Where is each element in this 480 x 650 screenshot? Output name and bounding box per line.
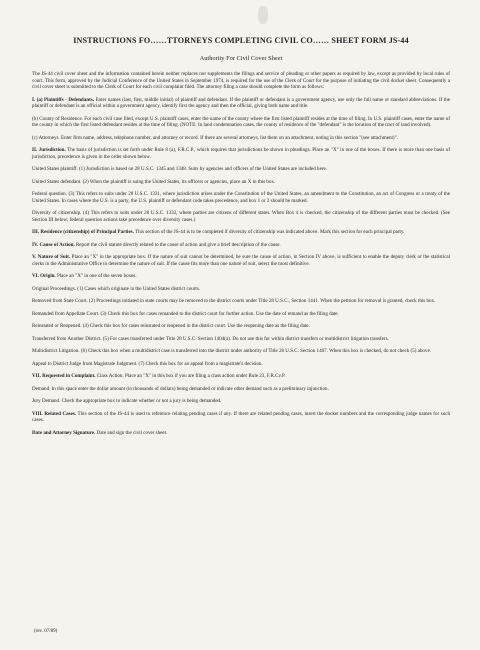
section-text: Enter names (last, first, middle initial) of plaintiff and defendant. If the plaintiff or defendant is a government agency, use only the full name or standard abbreviations. If the plaintiff or defendant is an official within a government agency, identify first the agency and then the official, giving both name and title. (32, 96, 451, 109)
section-text: Diversity of citizenship. (4) This refers to suits under 28 U.S.C. 1332, where parties are citizens of different states. When Box 4 is checked, the citizenship of the different parties must be checked. (See Section III below; federal question actions take precedence over diversity cases.) (32, 210, 450, 223)
section-text: Class Action. Place an "X" in this box if you are filing a class action under Rule 23, F.R.Cv.P. (95, 373, 286, 379)
section-text: Report the civil statute directly related to the cause of action and give a brief description of the cause. (74, 241, 281, 248)
instruction-paragraph (32, 430, 450, 437)
instruction-paragraph (32, 411, 450, 424)
document-subtitle: Authority For Civil Cover Sheet (199, 55, 283, 62)
intro-paragraph: The JS-44 civil cover sheet and the information contained herein neither replaces nor supplements the filings and service of pleading or other papers as required by law, except as provided by local rules of court. This form, approved by the Judicial Conference of the United States in September 1974, is required for the use of the Clerk of Court for the purpose of initiating the civil docket sheet. Consequently a civil cover sheet is submitted to the Clerk of Court for each civil complaint filed. The attorney filing a case should complete the form as follows: (32, 71, 450, 90)
instruction-paragraph (32, 273, 450, 280)
section-text: Remanded from Appellate Court. (3) Check this box for cases remanded to the district court for further action. Use the date of remand as the filing date. (32, 310, 339, 317)
instruction-sections (32, 97, 450, 437)
instruction-paragraph (32, 191, 450, 204)
instruction-paragraph (32, 135, 450, 142)
section-text: Original Proceedings. (1) Cases which originate in the United States district courts. (32, 285, 201, 292)
instruction-paragraph (32, 179, 450, 186)
section-heading: III. Residence (citizenship) of Principal Parties. (32, 229, 134, 235)
section-heading: VI. Origin. (32, 273, 56, 279)
section-text: (b) County of Residence. For each civil case filed, except U.S. plaintiff cases, enter the name of the county where the first listed plaintiff resides at the time of filing. In U.S. plaintiff cases, enter the name of the county in which the first listed defendant resides at the time of filing. (NOTE: In land condemnation cases, the county of residence of the "defendant" is the location of the tract of land involved). (32, 115, 450, 128)
instruction-paragraph (32, 166, 450, 173)
section-heading: II. Jurisdiction. (32, 147, 66, 153)
section-text: Removed from State Court. (2) Proceedings initiated in state courts may be removed to the district courts under Title 28 U.S.C., Section 1441. When the petition for removal is granted, check this box. (32, 298, 436, 304)
instruction-paragraph (32, 97, 450, 110)
section-heading: I. (a) Plaintiffs - Defendants. (32, 96, 94, 103)
section-text: Multidistrict Litigation. (6) Check this box when a multidistrict case is transferred into the district under authority of Title 28 U.S.C. Section 1407. When this box is checked, do not check (5) above. (32, 348, 431, 354)
section-text: Place an "X" in the appropriate box. If the nature of suit cannot be determined, be sure the cause of action, in Section IV above, is sufficient to enable the deputy clerk or the statistical clerks in the Administrative Office to determine the nature of suit. If the cause fits more than one nature of suit, select the most definitive. (32, 254, 450, 267)
instruction-paragraph (32, 229, 450, 236)
scan-smudge (258, 6, 268, 24)
instruction-paragraph (32, 298, 450, 305)
document-title: INSTRUCTIONS FO……TTORNEYS COMPLETING CIVIL CO…… SHEET FORM JS-44 (73, 36, 409, 45)
section-heading: Date and Attorney Signature. (32, 429, 96, 436)
instruction-paragraph (32, 348, 450, 355)
section-text: (c) Attorneys. Enter firm name, address, telephone number, and attorney or record. If there are several attorneys, list them on an attachment, noting in this section "(see attachment)". (32, 134, 398, 141)
instruction-paragraph (32, 361, 450, 368)
section-text: This section of the JS-44 is used to reference relating pending cases if any. If there are related pending cases, insert the docket numbers and the corresponding judge names for such cases. (32, 410, 450, 423)
section-heading: VII. Requested in Complaint. (32, 373, 96, 379)
instruction-paragraph (32, 386, 450, 393)
section-text: Transferred from Another District. (5) For cases transferred under Title 28 U.S.C. Section 1404(a). Do not use this for within district transfers or multidistrict litigation transfers. (32, 335, 389, 342)
instruction-paragraph (32, 147, 450, 160)
section-text: The basis of jurisdiction is set forth under Rule 8 (a), F.R.C.P., which requires that jurisdictions be shown in pleadings. Place an "X" in one of the boxes. If there is more than one basis of jurisdiction, precedence is given in the order shown below. (32, 147, 450, 160)
instruction-paragraph (32, 373, 450, 380)
instruction-paragraph (32, 210, 450, 223)
section-text: Appeal to District Judge from Magistrate Judgment. (7) Check this box for an appeal from a magistrate's decision. (32, 360, 263, 367)
instruction-paragraph (32, 336, 450, 343)
instruction-paragraph (32, 323, 450, 330)
section-text: Place an "X" in one of the seven boxes. (55, 273, 137, 279)
section-heading: VIII. Related Cases. (32, 410, 77, 417)
section-text: Jury Demand. Check the appropriate box to indicate whether or not a jury is being demanded. (32, 398, 222, 404)
instruction-paragraph (32, 398, 450, 405)
section-heading: IV. Cause of Action. (32, 241, 75, 248)
section-text: United States plaintiff. (1) Jurisdiction is based on 28 U.S.C. 1345 and 1348. Suits by agencies and officers of the United States are included here. (32, 166, 327, 172)
section-text: Reinstated or Reopened. (4) Check this box for cases reinstated or reopened in the district court. Use the reopening date as the filing date. (32, 323, 310, 329)
section-text: Federal question. (3) This refers to suits under 28 U.S.C. 1331, where jurisdiction arises under the Constitution of the United States, an amendment to the Constitution, an act of Congress or a treaty of the United States. In cases where the U.S. is a party, the U.S. plaintiff or defendant code takes precedence, and box 1 or 2 should be marked. (32, 191, 450, 204)
instruction-paragraph (32, 311, 450, 318)
instruction-paragraph (32, 286, 450, 293)
section-text: This section of the JS-44 is to be completed if diversity of citizenship was indicated above. Mark this section for each principal party. (133, 229, 405, 235)
instruction-paragraph (32, 242, 450, 249)
section-text: Date and sign the civil cover sheet. (95, 429, 168, 436)
revision-label: (rev. 07/89) (34, 629, 58, 634)
instruction-paragraph (32, 254, 450, 267)
section-text: Demand. In this space enter the dollar amount (in thousands of dollars) being demanded or indicate other demand such as a preliminary injunction. (32, 385, 329, 392)
section-heading: V. Nature of Suit. (32, 254, 71, 260)
instruction-paragraph (32, 116, 450, 129)
section-text: United States defendant. (2) When the plaintiff is suing the United States, its officers or agencies, place an X in this box. (32, 178, 276, 185)
